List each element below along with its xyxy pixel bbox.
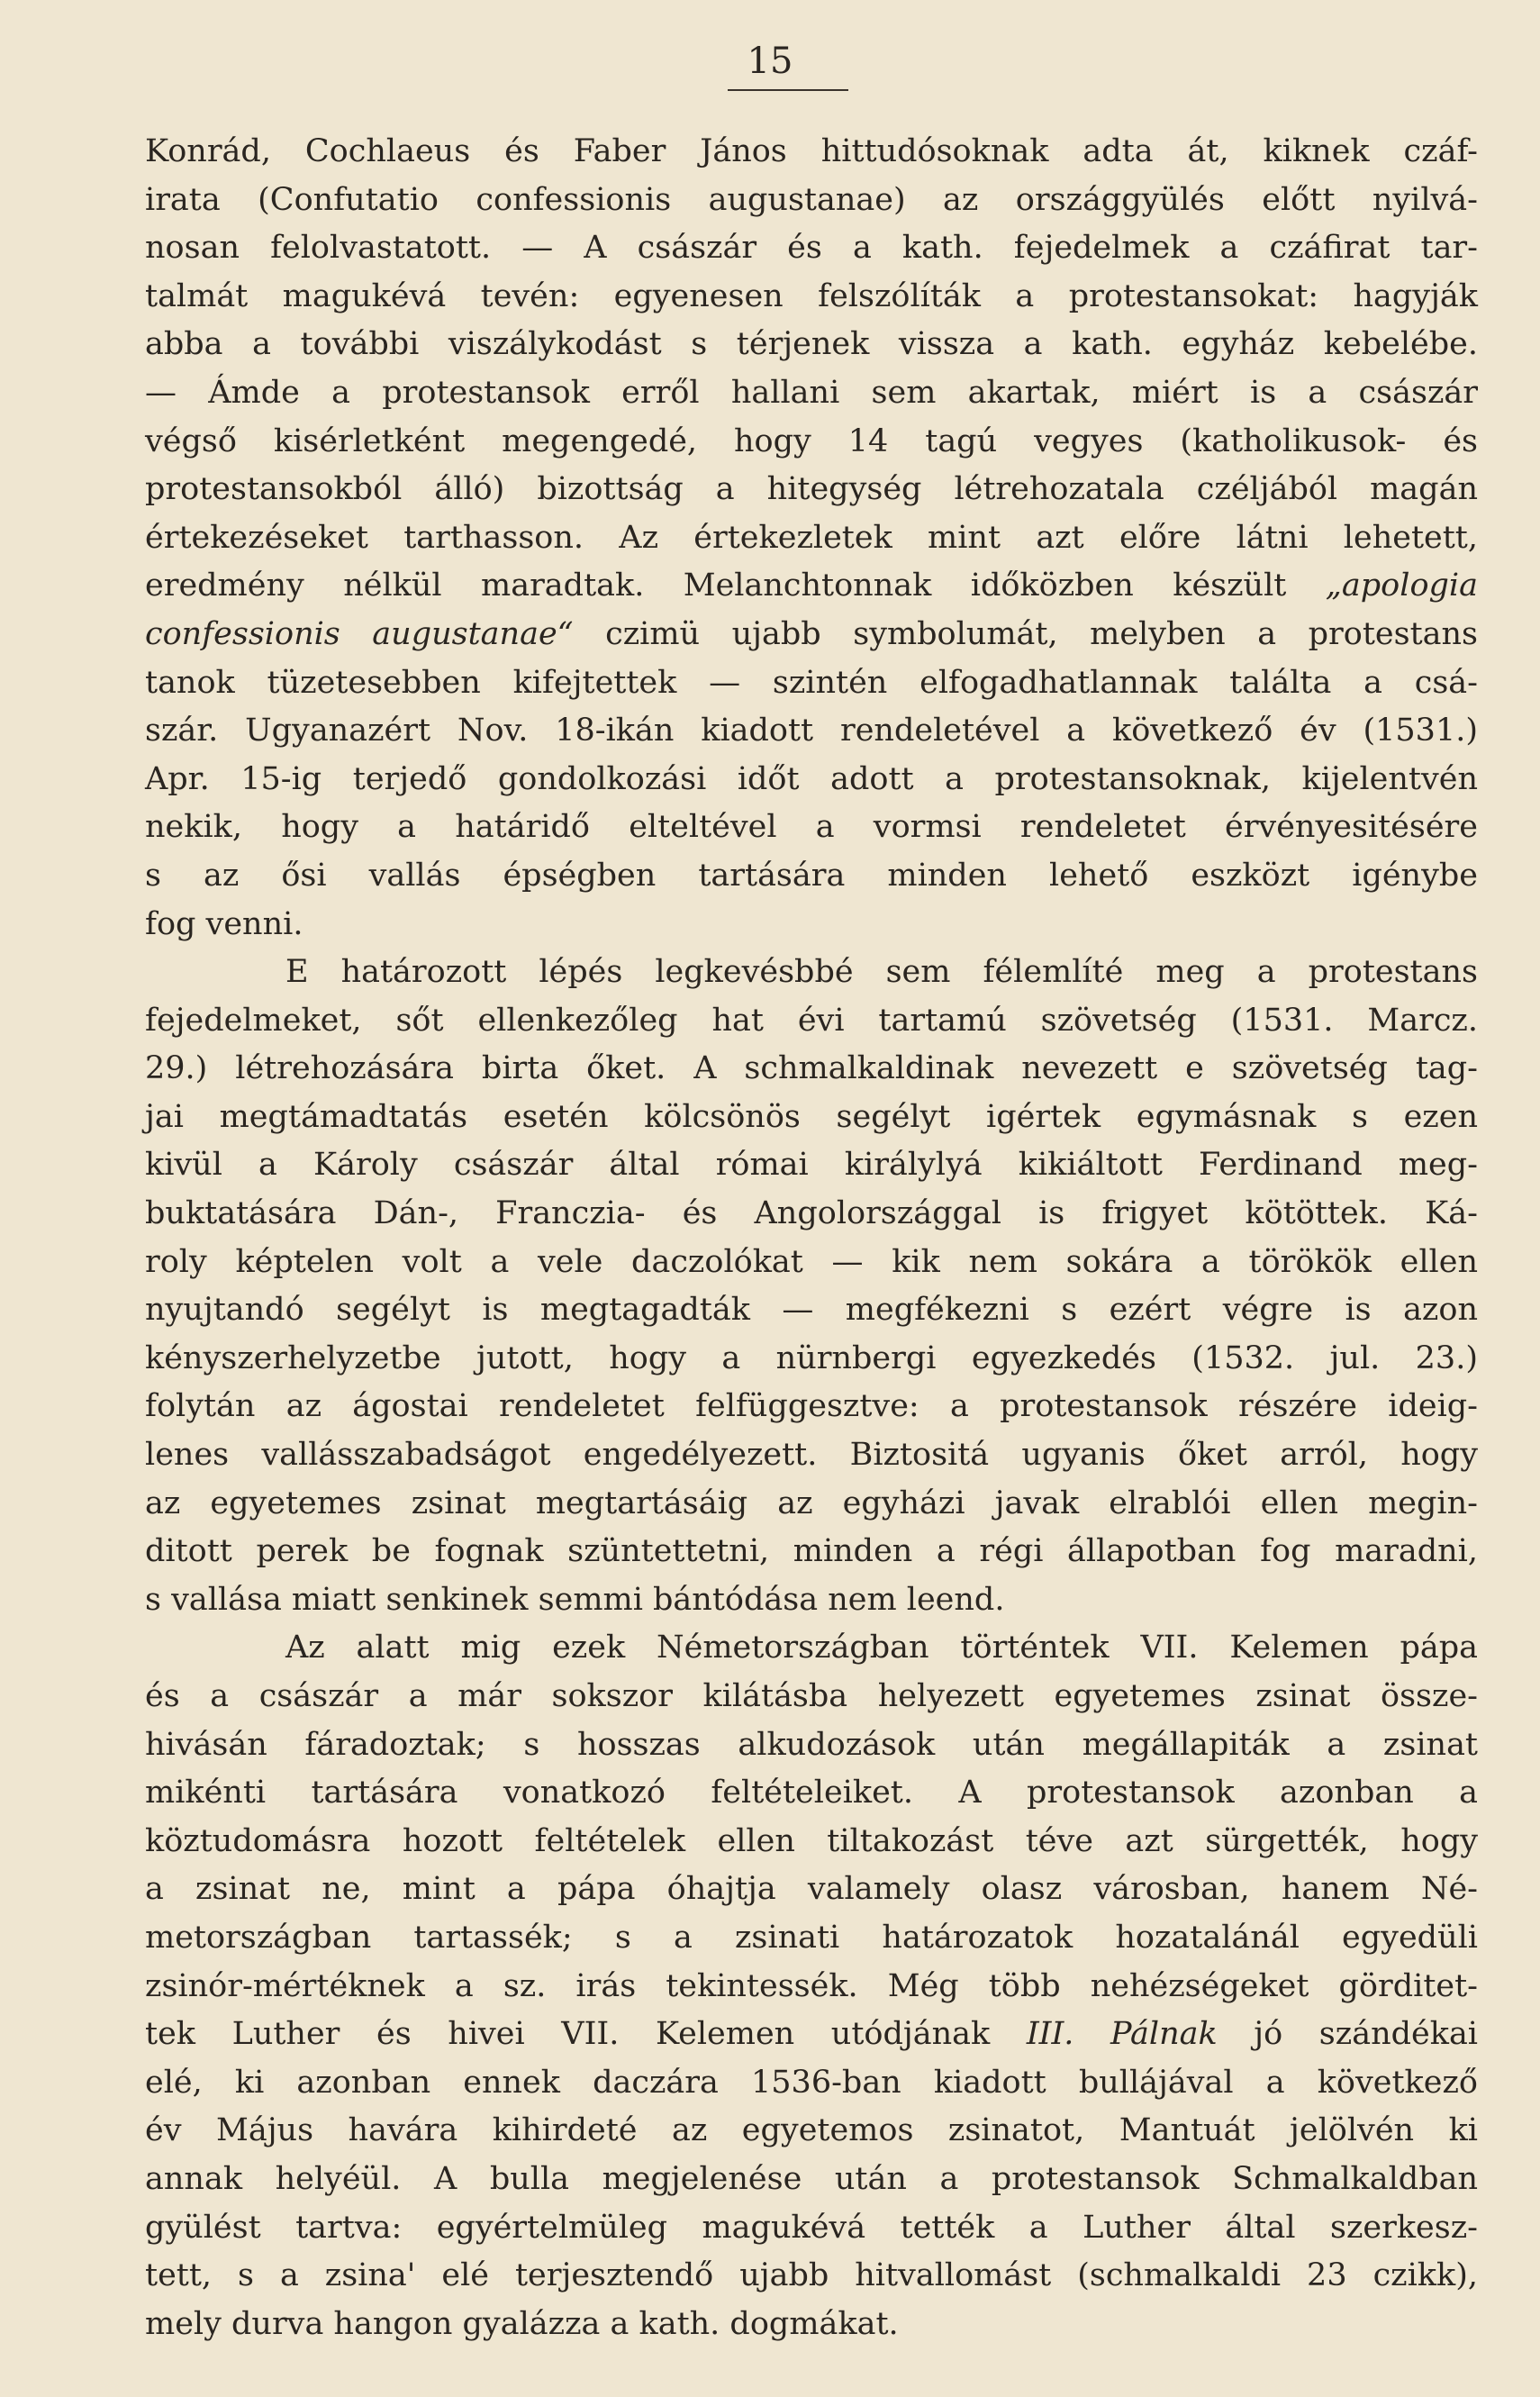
text-line: [145, 1431, 1478, 1480]
line-text: irata (Confutatio confessionis augustanae) az országgyülés előtt nyilvá-: [145, 181, 1478, 218]
italic-text: confessionis augustanae“: [145, 615, 574, 652]
text-line: [145, 1286, 1478, 1335]
text-line: [145, 177, 1478, 225]
line-text: s az ősi vallás épségben tartására minden lehető eszközt igénybe: [145, 857, 1478, 894]
line-text: talmát magukévá tevén: egyenesen felszólíták a protestansokat: hagyják: [145, 277, 1478, 314]
text-line: [145, 804, 1478, 852]
line-text: értekezéseket tarthasson. Az értekezletek mint azt előre látni lehetett,: [145, 519, 1478, 556]
line-text: kivül a Károly császár által római királylyá kikiáltott Ferdinand meg-: [145, 1147, 1478, 1184]
text-line: [145, 1721, 1478, 1770]
line-text: lenes vallásszabadságot engedélyezett. Biztositá ugyanis őket arról, hogy: [145, 1437, 1478, 1474]
line-text: nosan felolvastatott. — A császár és a kath. fejedelmek a czáfirat tar-: [145, 230, 1478, 267]
line-text: annak helyéül. A bulla megjelenése után a protestansok Schmalkaldban: [145, 2160, 1478, 2197]
text-line: [145, 128, 1478, 177]
text-line: [145, 707, 1478, 756]
text-line: [145, 949, 1478, 997]
body-text: [145, 128, 1478, 2348]
line-text: — Ámde a protestansok erről hallani sem akartak, miért is a császár: [145, 374, 1478, 411]
line-text: év Május havára kihirdeté az egyetemos zsinatot, Mantuát jelölvén ki: [145, 2112, 1478, 2149]
line-text: abba a további viszálykodást s térjenek vissza a kath. egyház kebelébe.: [145, 326, 1478, 363]
text-line: [145, 369, 1478, 418]
text-line: [145, 2156, 1478, 2204]
italic-text: „apologia: [1325, 567, 1478, 604]
line-text: czimü ujabb symbolumát, melyben a protestans: [573, 615, 1479, 652]
text-line: [145, 1480, 1478, 1529]
text-line: [145, 562, 1478, 611]
line-text: elé, ki azonban ennek daczára 1536-ban kiadott bullájával a következő: [145, 2064, 1478, 2101]
line-text: végső kisérletként megengedé, hogy 14 tagú vegyes (katholikusok- és: [145, 422, 1478, 459]
line-text: jai megtámadtatás esetén kölcsönös segélyt igértek egymásnak s ezen: [145, 1098, 1478, 1135]
text-line: [145, 1914, 1478, 1963]
line-text: fejedelmeket, sőt ellenkezőleg hat évi tartamú szövetség (1531. Marcz.: [145, 1002, 1478, 1039]
text-line: [145, 1335, 1478, 1384]
text-line: [145, 1818, 1478, 1866]
line-text: nyujtandó segélyt is megtagadták — megfékezni s ezért végre is azon: [145, 1292, 1478, 1329]
text-line: [145, 273, 1478, 322]
line-text: tett, s a zsina' elé terjesztendő ujabb hitvallomást (schmalkaldi 23 czikk),: [145, 2257, 1478, 2294]
text-line: [145, 514, 1478, 563]
line-text: zsinór-mértéknek a sz. irás tekintessék. Még több nehézségeket görditet-: [145, 1967, 1478, 2004]
text-line: [145, 2301, 1478, 2349]
text-line: [145, 1190, 1478, 1239]
text-line: [145, 1094, 1478, 1142]
text-line: [145, 2252, 1478, 2301]
text-line: [145, 224, 1478, 273]
text-line: [145, 1383, 1478, 1431]
line-text: metországban tartassék; s a zsinati határozatok hozatalánál egyedüli: [145, 1919, 1478, 1956]
line-text: fog venni.: [145, 905, 303, 942]
line-text: hivásán fáradoztak; s hosszas alkudozások után megállapiták a zsinat: [145, 1726, 1478, 1763]
line-text: folytán az ágostai rendeletet felfüggesztve: a protestansok részére ideig-: [145, 1388, 1478, 1425]
line-text: és a császár a már sokszor kilátásba helyezett egyetemes zsinat össze-: [145, 1678, 1478, 1714]
text-line: [145, 466, 1478, 514]
line-text: az egyetemes zsinat megtartásáig az egyházi javak elrablói ellen megin-: [145, 1485, 1478, 1521]
text-line: [145, 1045, 1478, 1094]
text-line: [145, 1576, 1478, 1625]
line-text: Konrád, Cochlaeus és Faber János hittudósoknak adta át, kiknek czáf-: [145, 133, 1478, 169]
line-text: eredmény nélkül maradtak. Melanchtonnak időközben készült: [145, 567, 1326, 604]
line-text: kényszerhelyzetbe jutott, hogy a nürnbergi egyezkedés (1532. jul. 23.): [145, 1339, 1478, 1376]
text-line: [145, 852, 1478, 901]
line-text: Apr. 15-ig terjedő gondolkozási időt adott a protestansoknak, kijelentvén: [145, 760, 1478, 797]
line-text: szár. Ugyanazért Nov. 18-ikán kiadott rendeletével a következő év (1531.): [145, 713, 1478, 749]
line-text: jó szándékai: [1217, 2016, 1478, 2053]
text-line: [145, 659, 1478, 708]
line-text: tanok tüzetesebben kifejtettek — szintén elfogadhatlannak találta a csá-: [145, 664, 1478, 701]
text-line: [145, 997, 1478, 1046]
line-text: s vallása miatt senkinek semmi bántódása nem leend.: [145, 1581, 1005, 1618]
text-line: [145, 611, 1478, 659]
line-text: protestansokból álló) bizottság a hitegység létrehozatala czéljából magán: [145, 471, 1478, 508]
text-line: [145, 901, 1478, 949]
line-text: a zsinat ne, mint a pápa óhajtja valamely olasz városban, hanem Né-: [145, 1871, 1478, 1908]
text-line: [145, 418, 1478, 467]
text-line: [145, 1141, 1478, 1190]
header-rule: [728, 89, 848, 91]
line-text: nekik, hogy a határidő elteltével a vormsi rendeletet érvényesitésére: [145, 809, 1478, 846]
text-line: [145, 2204, 1478, 2253]
text-line: [145, 2011, 1478, 2059]
text-line: [145, 756, 1478, 804]
text-line: [145, 1963, 1478, 2011]
text-line: [145, 2059, 1478, 2108]
text-line: [145, 2107, 1478, 2156]
text-line: [145, 1769, 1478, 1818]
line-text: 29.) létrehozására birta őket. A schmalkaldinak nevezett e szövetség tag-: [145, 1050, 1478, 1087]
text-line: [145, 1239, 1478, 1287]
line-text: gyülést tartva: egyértelmüleg magukévá tették a Luther által szerkesz-: [145, 2209, 1478, 2246]
line-text: köztudomásra hozott feltételek ellen tiltakozást téve azt sürgették, hogy: [145, 1822, 1478, 1859]
line-text: E határozott lépés legkevésbbé sem félemlíté meg a protestans: [285, 954, 1478, 991]
text-line: [145, 1528, 1478, 1576]
line-text: ditott perek be fognak szüntettetni, minden a régi állapotban fog maradni,: [145, 1533, 1478, 1570]
line-text: tek Luther és hivei VII. Kelemen utódjának: [145, 2016, 1027, 2053]
page-number: 15: [747, 41, 793, 82]
italic-text: III. Pálnak: [1026, 2016, 1218, 2053]
line-text: mely durva hangon gyalázza a kath. dogmákat.: [145, 2305, 899, 2342]
line-text: buktatására Dán-, Franczia- és Angolországgal is frigyet kötöttek. Ká-: [145, 1195, 1478, 1232]
text-line: [145, 1866, 1478, 1914]
line-text: mikénti tartására vonatkozó feltételeiket. A protestansok azonban a: [145, 1775, 1478, 1811]
line-text: roly képtelen volt a vele daczolókat — kik nem sokára a törökök ellen: [145, 1243, 1478, 1280]
text-line: [145, 1624, 1478, 1673]
text-line: [145, 1673, 1478, 1721]
text-line: [145, 321, 1478, 369]
line-text: Az alatt mig ezek Németországban történtek VII. Kelemen pápa: [285, 1630, 1478, 1666]
